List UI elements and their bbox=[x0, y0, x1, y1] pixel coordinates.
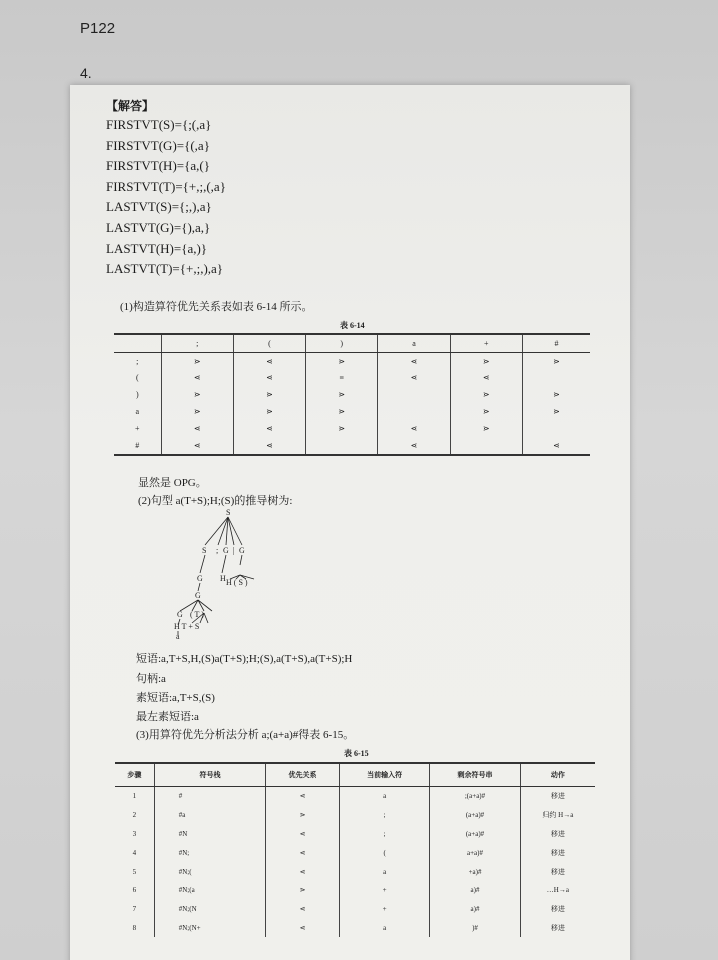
action-cell: 移进 bbox=[520, 862, 595, 881]
tree-node: G bbox=[177, 610, 183, 619]
set-line: FIRSTVT(H)={a,(} bbox=[106, 158, 210, 174]
header-cell: a bbox=[378, 334, 450, 352]
row-label: # bbox=[114, 437, 161, 455]
relation-cell: ⋖ bbox=[266, 787, 340, 806]
table-row bbox=[114, 437, 590, 455]
relation-cell bbox=[450, 437, 522, 455]
vt-sets bbox=[106, 115, 226, 280]
relation-cell: ⋗ bbox=[306, 352, 378, 369]
input-cell: + bbox=[339, 881, 429, 900]
relation-cell: ⋖ bbox=[378, 420, 450, 437]
relation-cell: ≡ bbox=[306, 370, 378, 387]
relation-cell bbox=[522, 420, 590, 437]
table-row bbox=[114, 403, 590, 420]
header-cell: 符号栈 bbox=[154, 763, 265, 787]
input-cell: ( bbox=[339, 843, 429, 862]
relation-cell: ⋗ bbox=[522, 386, 590, 403]
input-cell: ; bbox=[339, 806, 429, 825]
relation-cell: ⋗ bbox=[450, 386, 522, 403]
relation-cell bbox=[378, 386, 450, 403]
action-cell: 移进 bbox=[520, 900, 595, 919]
step3-text: (3)用算符优先分析法分析 a;(a+a)#得表 6-15。 bbox=[136, 729, 355, 741]
step-cell: 8 bbox=[132, 923, 137, 932]
set-line: FIRSTVT(G)={(,a} bbox=[106, 137, 210, 153]
header-cell: ) bbox=[306, 334, 378, 352]
table-row bbox=[114, 420, 590, 437]
remaining-cell: (a+a)# bbox=[430, 825, 520, 844]
action-cell: …H→a bbox=[520, 881, 595, 900]
relation-cell: ⋗ bbox=[306, 403, 378, 420]
table-row bbox=[115, 900, 595, 919]
input-cell: ; bbox=[339, 825, 429, 844]
relation-cell: ⋗ bbox=[306, 420, 378, 437]
stack-cell: #N; bbox=[154, 843, 265, 862]
row-label: + bbox=[135, 423, 140, 433]
relation-cell: ⋖ bbox=[378, 352, 450, 369]
relation-cell: ⋖ bbox=[233, 352, 305, 369]
relation-cell: ⋖ bbox=[266, 843, 340, 862]
remaining-cell: +a)# bbox=[430, 862, 520, 881]
tree-leaf: a bbox=[176, 632, 180, 640]
relation-cell: ⋗ bbox=[522, 403, 590, 420]
derivation-tree bbox=[160, 505, 300, 640]
input-cell: + bbox=[339, 900, 429, 919]
relation-cell: ⋗ bbox=[161, 386, 233, 403]
relation-cell: ⋗ bbox=[233, 386, 305, 403]
step-cell: 1 bbox=[132, 792, 137, 801]
relation-cell: ⋖ bbox=[266, 862, 340, 881]
table-row bbox=[115, 825, 595, 844]
relation-cell: ⋗ bbox=[522, 352, 590, 369]
remaining-cell: )# bbox=[430, 919, 520, 938]
tree-node: | bbox=[233, 546, 235, 555]
stack-cell: #N;(a bbox=[154, 881, 265, 900]
remaining-cell: ;(a+a)# bbox=[430, 787, 520, 806]
row-label: ) bbox=[135, 390, 139, 400]
relation-cell: ⋗ bbox=[306, 386, 378, 403]
header-cell: 剩余符号串 bbox=[430, 763, 520, 787]
relation-cell: ⋖ bbox=[161, 437, 233, 455]
step-cell: 4 bbox=[132, 848, 137, 857]
action-cell: 移进 bbox=[520, 787, 595, 806]
relation-cell bbox=[378, 403, 450, 420]
tree-node: H ( S ) bbox=[226, 578, 248, 587]
table-row bbox=[115, 919, 595, 938]
table-header-row bbox=[115, 763, 595, 787]
tree-node: H bbox=[220, 574, 226, 583]
opg-text: 显然是 OPG。 bbox=[138, 477, 207, 489]
tree-node: G bbox=[197, 574, 203, 583]
relation-cell: ⋗ bbox=[450, 403, 522, 420]
tree-node: G bbox=[223, 546, 229, 555]
header-cell: ( bbox=[233, 334, 305, 352]
stack-cell: # bbox=[154, 787, 265, 806]
relation-cell: ⋖ bbox=[378, 370, 450, 387]
tree-node: G bbox=[195, 591, 201, 600]
relation-cell: ⋖ bbox=[161, 420, 233, 437]
step-cell: 6 bbox=[132, 886, 137, 895]
relation-cell: ⋗ bbox=[450, 352, 522, 369]
tree-node: ( T ) bbox=[190, 610, 204, 619]
set-line: FIRSTVT(T)={+,;,(,a} bbox=[106, 178, 226, 194]
action-cell: 移进 bbox=[520, 919, 595, 938]
input-cell: a bbox=[339, 787, 429, 806]
row-label: a bbox=[135, 407, 140, 417]
relation-cell: ⋖ bbox=[233, 420, 305, 437]
table615-caption: 表 6-15 bbox=[344, 749, 369, 758]
prime-phrase-text: 素短语:a,T+S,(S) bbox=[136, 692, 215, 704]
tree-node: S bbox=[202, 546, 207, 555]
row-label: ( bbox=[135, 373, 139, 383]
remaining-cell: a+a)# bbox=[430, 843, 520, 862]
step-cell: 3 bbox=[132, 829, 137, 838]
relation-cell: ⋖ bbox=[378, 437, 450, 455]
table-row bbox=[115, 787, 595, 806]
relation-cell: ⋗ bbox=[266, 881, 340, 900]
remaining-cell: a)# bbox=[430, 900, 520, 919]
relation-cell: ⋖ bbox=[233, 437, 305, 455]
header-cell: 当前输入符 bbox=[339, 763, 429, 787]
stack-cell: #N bbox=[154, 825, 265, 844]
question-number: 4. bbox=[80, 65, 92, 81]
stack-cell: #N;(N bbox=[154, 900, 265, 919]
action-cell: 移进 bbox=[520, 843, 595, 862]
table-row bbox=[115, 862, 595, 881]
input-cell: a bbox=[339, 919, 429, 938]
remaining-cell: (a+a)# bbox=[430, 806, 520, 825]
table-header-row bbox=[114, 334, 590, 352]
set-line: LASTVT(T)={+,;,),a} bbox=[106, 261, 224, 277]
set-line: LASTVT(G)={),a,} bbox=[106, 219, 211, 235]
header-cell: # bbox=[522, 334, 590, 352]
page-label: P122 bbox=[80, 20, 116, 37]
relation-cell: ⋖ bbox=[266, 825, 340, 844]
remaining-cell: a)# bbox=[430, 881, 520, 900]
action-cell: 移进 bbox=[520, 825, 595, 844]
set-line: LASTVT(S)={;,),a} bbox=[106, 199, 212, 215]
header-cell: ; bbox=[161, 334, 233, 352]
row-label: ; bbox=[136, 356, 139, 366]
stack-cell: #a bbox=[154, 806, 265, 825]
step2-text: (2)句型 a(T+S);H;(S)的推导树为: bbox=[138, 495, 293, 507]
input-cell: a bbox=[339, 862, 429, 881]
header-cell: 优先关系 bbox=[266, 763, 340, 787]
relation-cell: ⋗ bbox=[266, 806, 340, 825]
set-line: FIRSTVT(S)={;(,a} bbox=[106, 117, 212, 132]
header-cell bbox=[114, 334, 161, 352]
relation-cell: ⋖ bbox=[266, 900, 340, 919]
step1-text: (1)构造算符优先关系表如表 6-14 所示。 bbox=[120, 301, 313, 313]
leftmost-prime-text: 最左素短语:a bbox=[136, 711, 199, 723]
step-cell: 2 bbox=[132, 811, 137, 820]
header-cell: + bbox=[450, 334, 522, 352]
relation-cell: ⋗ bbox=[161, 352, 233, 369]
header-cell: 步骤 bbox=[115, 763, 154, 787]
table-row bbox=[115, 806, 595, 825]
phrases-text: 短语:a,T+S,H,(S)a(T+S);H;(S),a(T+S),a(T+S);H bbox=[136, 653, 353, 665]
tree-root: S bbox=[226, 508, 231, 517]
tree-node: ; bbox=[216, 546, 219, 555]
header-cell: 动作 bbox=[520, 763, 595, 787]
table-row bbox=[114, 352, 590, 369]
relation-cell: ⋗ bbox=[450, 420, 522, 437]
relation-cell bbox=[306, 437, 378, 455]
relation-cell bbox=[522, 370, 590, 387]
relation-cell: ⋖ bbox=[161, 370, 233, 387]
table-row bbox=[115, 881, 595, 900]
relation-cell: ⋗ bbox=[161, 403, 233, 420]
precedence-table bbox=[114, 333, 590, 456]
relation-cell: ⋖ bbox=[266, 919, 340, 938]
relation-cell: ⋖ bbox=[522, 437, 590, 455]
relation-cell: ⋖ bbox=[233, 370, 305, 387]
table614-caption: 表 6-14 bbox=[340, 321, 365, 330]
table-row bbox=[114, 370, 590, 387]
table-row bbox=[114, 386, 590, 403]
stack-cell: #N;( bbox=[154, 862, 265, 881]
tree-node: G bbox=[239, 546, 245, 555]
step-cell: 7 bbox=[132, 905, 137, 914]
step-cell: 5 bbox=[132, 867, 137, 876]
set-line: LASTVT(H)={a,)} bbox=[106, 240, 208, 256]
stack-cell: #N;(N+ bbox=[154, 919, 265, 938]
relation-cell: ⋖ bbox=[450, 370, 522, 387]
tree-node: H T + S bbox=[174, 622, 200, 631]
table-row bbox=[115, 843, 595, 862]
simple-phrase-text: 句柄:a bbox=[136, 673, 166, 685]
answer-label: 【解答】 bbox=[106, 99, 155, 113]
analysis-table bbox=[115, 762, 595, 937]
action-cell: 归约 H→a bbox=[520, 806, 595, 825]
relation-cell: ⋗ bbox=[233, 403, 305, 420]
